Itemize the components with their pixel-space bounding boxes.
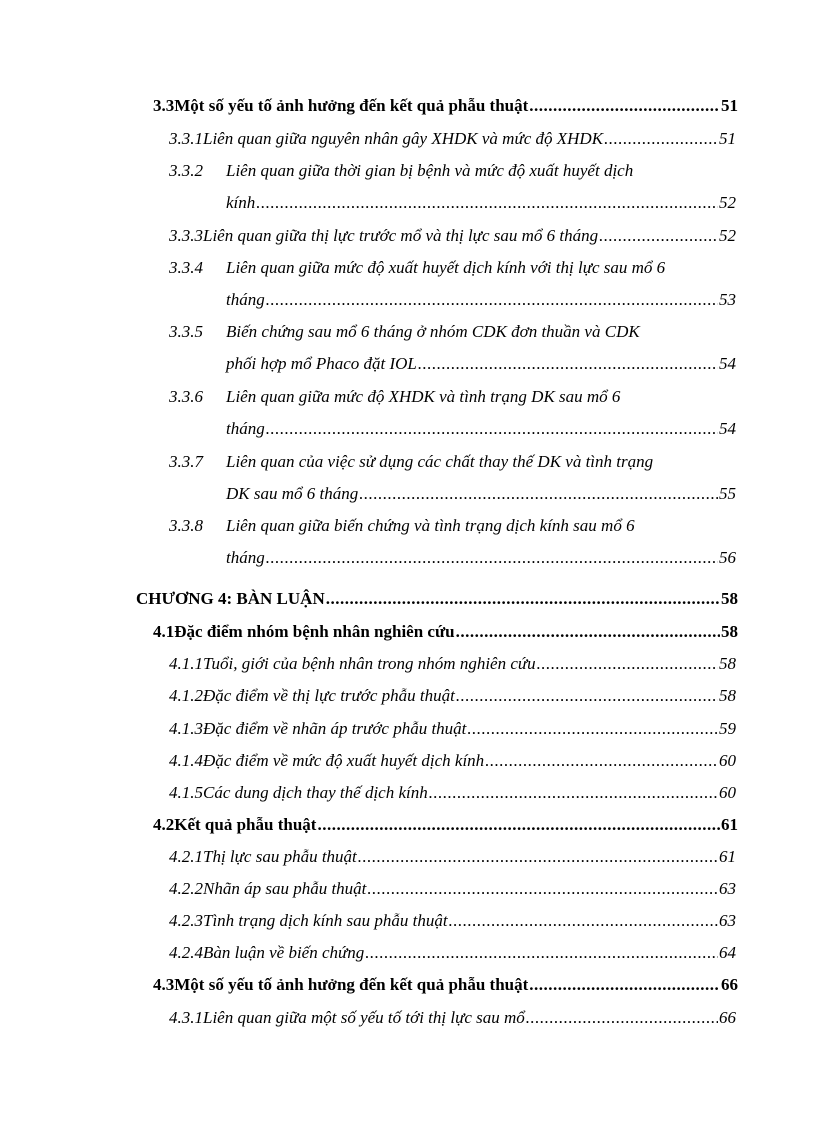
toc-entry-3-3 <box>153 96 738 116</box>
toc-entry-page: 61 <box>719 847 736 866</box>
toc-entry-title: Bàn luận về biến chứng <box>203 943 365 962</box>
toc-entry-3-3-6 <box>169 387 736 407</box>
toc-entry-title: Liên quan giữa mức độ xuất huyết dịch kính với thị lực sau mổ 6 <box>226 258 666 277</box>
toc-entry-page: 51 <box>719 129 736 148</box>
toc-entry-title: Các dung dịch thay thế dịch kính <box>203 783 428 802</box>
toc-entry-4-2-2 <box>169 879 736 899</box>
toc-entry-3-3-5-cont <box>226 354 736 374</box>
toc-entry-title: Liên quan giữa thời gian bị bệnh và mức độ xuất huyết dịch <box>226 161 634 180</box>
toc-entry-number: 4.2.4 <box>169 943 203 962</box>
toc-entry-page: 52 <box>719 226 736 245</box>
leader-dots <box>266 548 718 568</box>
toc-entry-number: 3.3.1 <box>169 129 203 148</box>
toc-entry-3-3-7-cont <box>226 484 736 504</box>
toc-entry-page: 58 <box>719 654 736 673</box>
toc-entry-title: Liên quan giữa nguyên nhân gây XHDK và mức độ XHDK <box>203 129 604 148</box>
toc-entry-page: 58 <box>719 686 736 705</box>
toc-entry-page: 51 <box>721 96 738 115</box>
toc-entry-title-continued: DK sau mổ 6 tháng <box>226 484 359 503</box>
toc-entry-number: 4.1.3 <box>169 719 203 738</box>
toc-entry-page: 58 <box>721 589 738 608</box>
leader-dots <box>456 622 720 642</box>
toc-entry-title: Tuổi, giới của bệnh nhân trong nhóm nghiên cứu <box>203 654 536 673</box>
toc-entry-number: 3.3.5 <box>169 322 203 341</box>
toc-entry-4-1-4 <box>169 751 736 771</box>
leader-dots <box>266 290 718 310</box>
toc-entry-4-2 <box>153 815 738 835</box>
toc-entry-number: 4.1.5 <box>169 783 203 802</box>
toc-entry-4-2-3 <box>169 911 736 931</box>
toc-entry-number: 3.3.4 <box>169 258 203 277</box>
toc-entry-4-1-5 <box>169 783 736 803</box>
toc-entry-title: Đặc điểm về thị lực trước phẫu thuật <box>203 686 455 705</box>
toc-entry-page: 61 <box>721 815 738 834</box>
toc-entry-title-continued: tháng <box>226 419 265 438</box>
chapter-title: CHƯƠNG 4: BÀN LUẬN <box>136 589 325 608</box>
toc-entry-number: 4.3.1 <box>169 1008 203 1027</box>
toc-entry-number: 4.2.3 <box>169 911 203 930</box>
toc-entry-title: Thị lực sau phẫu thuật <box>203 847 357 866</box>
leader-dots <box>526 1008 718 1028</box>
leader-dots <box>266 419 718 439</box>
toc-entry-3-3-4 <box>169 258 736 278</box>
toc-entry-number: 4.1.4 <box>169 751 203 770</box>
toc-entry-number: 4.1.2 <box>169 686 203 705</box>
toc-entry-title: Liên quan giữa thị lực trước mổ và thị lực sau mổ 6 tháng <box>203 226 599 245</box>
toc-entry-3-3-3 <box>169 226 736 246</box>
toc-entry-3-3-8-cont <box>226 548 736 568</box>
toc-entry-title: Đặc điểm về mức độ xuất huyết dịch kính <box>203 751 485 770</box>
leader-dots <box>429 783 718 803</box>
toc-entry-4-1-1 <box>169 654 736 674</box>
toc-entry-4-1-2 <box>169 686 736 706</box>
toc-entry-3-3-2-cont <box>226 193 736 213</box>
toc-entry-page: 63 <box>719 879 736 898</box>
leader-dots <box>256 193 718 213</box>
toc-entry-number: 3.3.2 <box>169 161 203 180</box>
leader-dots <box>365 943 718 963</box>
toc-entry-number: 4.2 <box>153 815 175 834</box>
toc-entry-title: Đặc điểm về nhãn áp trước phẫu thuật <box>203 719 467 738</box>
toc-entry-title-continued: phối hợp mổ Phaco đặt IOL <box>226 354 417 373</box>
toc-entry-title: Liên quan giữa biến chứng và tình trạng dịch kính sau mổ 6 <box>226 516 635 535</box>
toc-entry-page: 56 <box>719 548 736 567</box>
toc-entry-3-3-6-cont <box>226 419 736 439</box>
leader-dots <box>604 129 718 149</box>
toc-entry-number: 3.3.7 <box>169 452 203 471</box>
toc-entry-4-1-3 <box>169 719 736 739</box>
toc-entry-title-continued: tháng <box>226 548 265 567</box>
toc-entry-4-3-1 <box>169 1008 736 1028</box>
toc-entry-title: Liên quan giữa mức độ XHDK và tình trạng DK sau mổ 6 <box>226 387 621 406</box>
toc-entry-3-3-4-cont <box>226 290 736 310</box>
toc-entry-title: Một số yếu tố ảnh hưởng đến kết quả phẫu thuật <box>174 96 529 115</box>
toc-entry-page: 52 <box>719 193 736 212</box>
toc-entry-page: 54 <box>719 419 736 438</box>
toc-entry-number: 3.3.8 <box>169 516 203 535</box>
toc-entry-3-3-1 <box>169 129 736 149</box>
leader-dots <box>537 654 718 674</box>
leader-dots <box>529 96 720 116</box>
toc-entry-number: 4.3 <box>153 975 175 994</box>
leader-dots <box>317 815 720 835</box>
toc-entry-3-3-5 <box>169 322 736 342</box>
toc-entry-number: 3.3 <box>153 96 175 115</box>
leader-dots <box>367 879 718 899</box>
toc-entry-number: 4.2.1 <box>169 847 203 866</box>
toc-entry-title: Liên quan của việc sử dụng các chất thay thế DK và tình trạng <box>226 452 654 471</box>
toc-entry-page: 54 <box>719 354 736 373</box>
toc-entry-title: Tình trạng dịch kính sau phẫu thuật <box>203 911 448 930</box>
leader-dots <box>485 751 718 771</box>
toc-entry-page: 53 <box>719 290 736 309</box>
toc-entry-page: 58 <box>721 622 738 641</box>
toc-entry-title: Đặc điểm nhóm bệnh nhân nghiên cứu <box>174 622 455 641</box>
toc-entry-number: 4.2.2 <box>169 879 203 898</box>
leader-dots <box>326 589 720 609</box>
leader-dots <box>456 686 718 706</box>
toc-entry-4-1 <box>153 622 738 642</box>
toc-entry-number: 4.1 <box>153 622 175 641</box>
toc-chapter-4 <box>136 589 738 609</box>
toc-entry-page: 66 <box>721 975 738 994</box>
leader-dots <box>529 975 720 995</box>
toc-entry-page: 60 <box>719 783 736 802</box>
toc-entry-title: Biến chứng sau mổ 6 tháng ở nhóm CDK đơn thuần và CDK <box>226 322 640 341</box>
leader-dots <box>418 354 718 374</box>
toc-entry-4-2-1 <box>169 847 736 867</box>
toc-entry-title-continued: kính <box>226 193 256 212</box>
leader-dots <box>359 484 718 504</box>
toc-entry-page: 59 <box>719 719 736 738</box>
toc-entry-title: Một số yếu tố ảnh hưởng đến kết quả phẫu thuật <box>174 975 529 994</box>
leader-dots <box>467 719 718 739</box>
toc-entry-title-continued: tháng <box>226 290 265 309</box>
leader-dots <box>599 226 718 246</box>
leader-dots <box>449 911 718 931</box>
toc-entry-page: 60 <box>719 751 736 770</box>
toc-entry-4-2-4 <box>169 943 736 963</box>
toc-entry-number: 4.1.1 <box>169 654 203 673</box>
toc-entry-3-3-8 <box>169 516 736 536</box>
toc-entry-page: 63 <box>719 911 736 930</box>
toc-entry-title: Liên quan giữa một số yếu tố tới thị lực sau mổ <box>203 1008 525 1027</box>
toc-entry-3-3-7 <box>169 452 736 472</box>
toc-entry-number: 3.3.6 <box>169 387 203 406</box>
toc-entry-3-3-2 <box>169 161 736 181</box>
toc-entry-title: Kết quả phẫu thuật <box>174 815 317 834</box>
toc-entry-number: 3.3.3 <box>169 226 203 245</box>
toc-entry-page: 55 <box>719 484 736 503</box>
toc-entry-title: Nhãn áp sau phẫu thuật <box>203 879 367 898</box>
toc-entry-page: 64 <box>719 943 736 962</box>
leader-dots <box>358 847 718 867</box>
toc-entry-page: 66 <box>719 1008 736 1027</box>
toc-entry-4-3 <box>153 975 738 995</box>
